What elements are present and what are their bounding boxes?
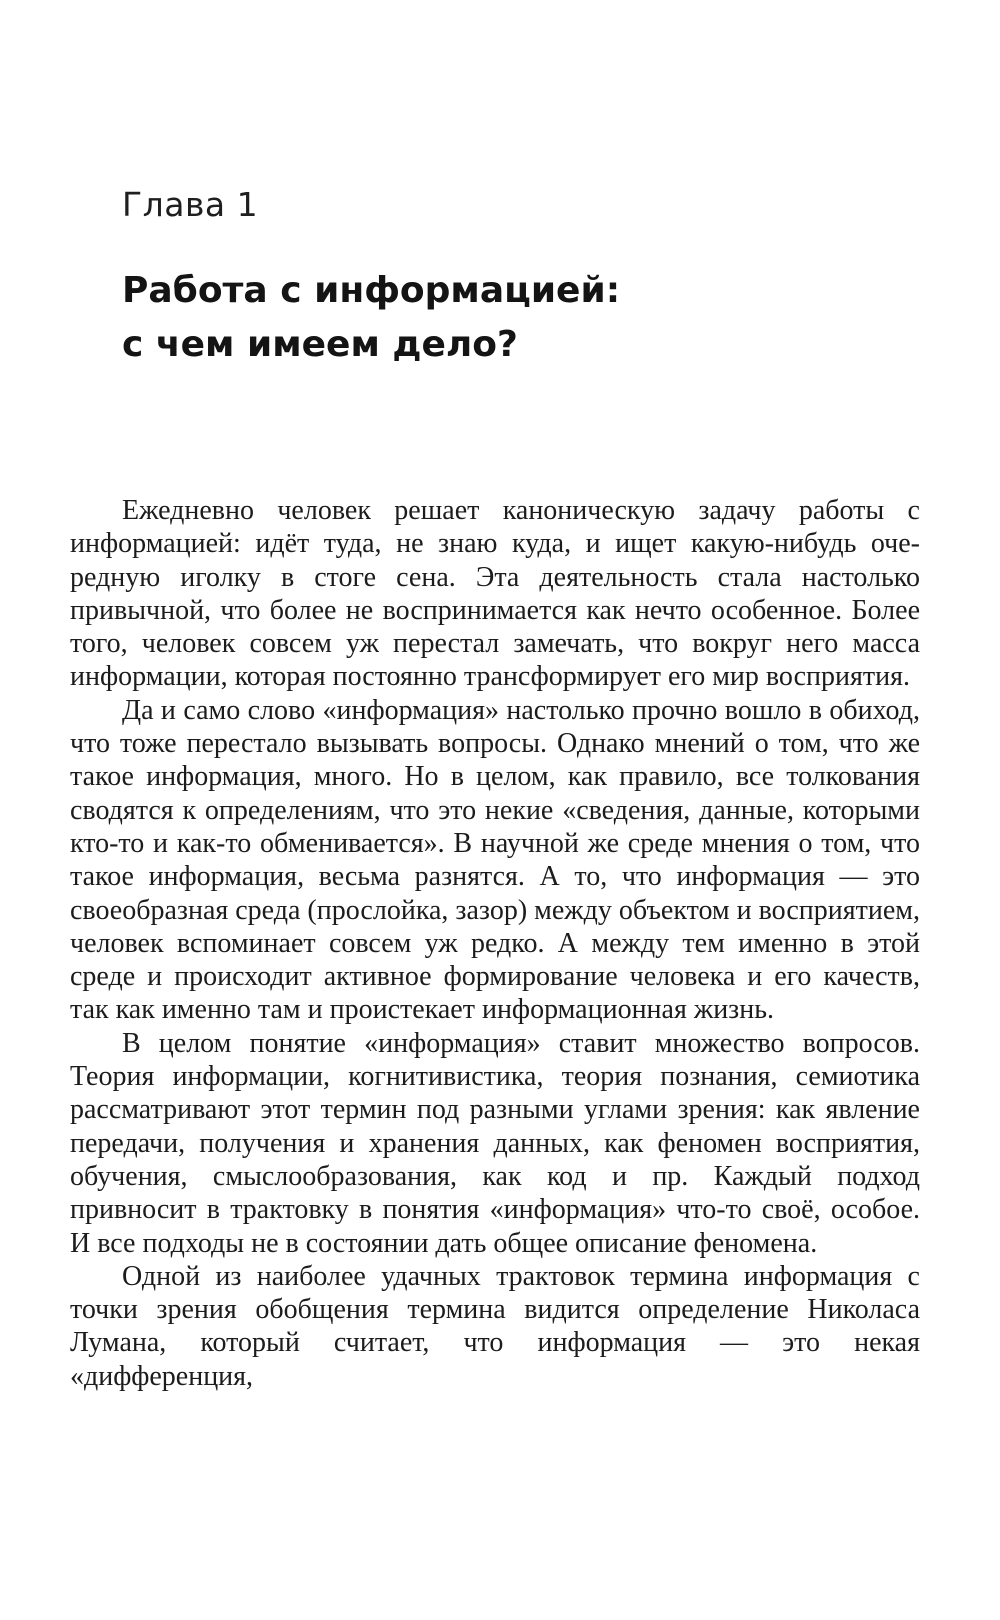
- paragraph-4: Одной из наиболее удачных трактовок термина информация с точки зрения обобщения термина видится определение Николаса Лумана, который считает, что информация — это некая «дифференция,: [70, 1260, 920, 1392]
- paragraph-3: В целом понятие «информация» ставит множество вопросов. Теория информации, когнитивистика, теория познания, семиотика рассматривают этот термин под разными углами зрения: как явление передачи, получения и хранения данных, как феномен восприятия, обучения, смыслообразования, как код и пр. Каждый подход привносит в трактовку в понятия «информация» что-то своё, особое. И все подходы не в состоянии дать общее описание феномена.: [70, 1027, 920, 1259]
- chapter-title-line-1: Работа с информацией:: [122, 270, 621, 311]
- chapter-title: [122, 264, 882, 372]
- paragraph-1: Ежедневно человек решает каноническую задачу работы с информацией: идёт туда, не знаю куда, и ищет какую-нибудь очередную иголку в стоге сена. Эта деятельность стала настолько привычной, что более не воспринимается как нечто особенное. Более того, человек совсем уж перестал замечать, что вокруг него масса информации, которая постоянно трансформирует его мир восприятия.: [70, 495, 920, 693]
- chapter-number: Глава 1: [122, 185, 259, 224]
- chapter-body: [70, 494, 920, 1393]
- paragraph-2: Да и само слово «информация» настолько прочно вошло в обиход, что тоже перестало вызывать вопросы. Однако мнений о том, что же такое информация, много. Но в целом, как правило, все толкования сводятся к определениям, что это некие «сведения, данные, которыми кто-то и как-то обменивается». В научной же среде мнения о том, что такое информация, весьма разнятся. А то, что информация — это своеобразная среда (прослойка, зазор) между объектом и восприятием, человек вспоминает совсем уж редко. А между тем именно в этой среде и происходит активное формирование человека и его качеств, так как именно там и проистекает информационная жизнь.: [70, 694, 920, 1026]
- chapter-title-line-2: с чем имеем дело?: [122, 324, 518, 365]
